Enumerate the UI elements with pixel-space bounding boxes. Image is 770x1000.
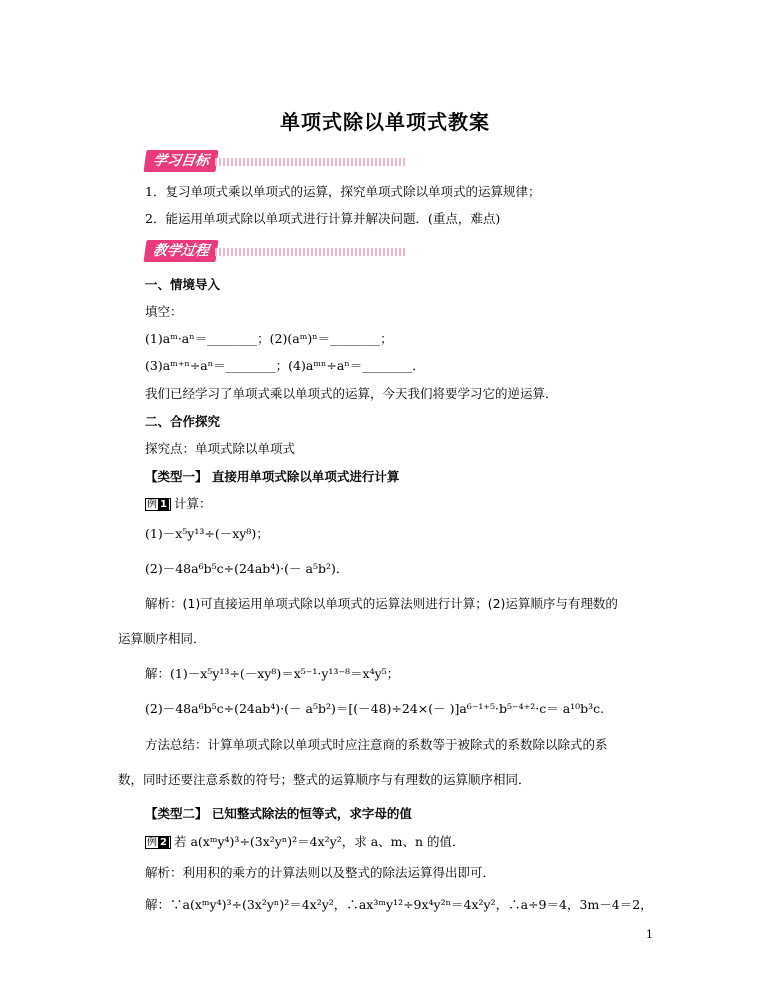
type-1-heading: 【类型一】 直接用单项式除以单项式进行计算 (145, 469, 400, 484)
section-banner-goals (143, 150, 405, 172)
example-badge: 例 2 (145, 836, 171, 849)
intro-text: 我们已经学习了单项式乘以单项式的运算，今天我们将要学习它的逆运算． (145, 386, 558, 401)
goal-1: 1．复习单项式乘以单项式的运算，探究单项式除以单项式的运算规律； (145, 184, 541, 199)
example-1-question-2: (2)－48a⁶b⁵c÷(24ab⁴)·(－ a⁵b²)． (145, 561, 349, 576)
page-title: 单项式除以单项式教案 (280, 110, 490, 134)
type-2-heading: 【类型二】 已知整式除法的恒等式，求字母的值 (145, 806, 412, 821)
analysis-1: 解析：(1)可直接运用单项式除以单项式的运算法则进行计算；(2)运算顺序与有理数的 (145, 596, 618, 611)
method-summary: 方法总结：计算单项式除以单项式时应注意商的系数等于被除式的系数除以除式的系 (145, 737, 608, 752)
example-2-prompt: 例 2 若 a(xᵐy⁴)³÷(3x²yⁿ)²＝4x²y²，求 a、m、n 的值． (147, 834, 465, 849)
analysis-2: 解析：利用积的乘方的计算法则以及整式的除法运算得出即可． (145, 865, 496, 880)
fill-line-2: (3)aᵐ⁺ⁿ÷aⁿ＝________；(4)aᵐⁿ÷aⁿ＝________． (145, 358, 425, 373)
banner-label: 学习目标 (143, 150, 218, 172)
section-heading-explore: 二、合作探究 (145, 414, 221, 429)
solution-1-part-1: 解：(1)－x⁵y¹³÷(－xy⁸)＝x⁵⁻¹·y¹³⁻⁸＝x⁴y⁵； (145, 666, 400, 681)
explore-point: 探究点：单项式除以单项式 (145, 441, 296, 456)
banner-stripe (215, 248, 405, 256)
page-number: 1 (646, 928, 653, 941)
banner-stripe (215, 158, 405, 166)
method-summary-cont: 数，同时还要注意系数的符号；整式的运算顺序与有理数的运算顺序相同． (118, 772, 531, 787)
goal-2: 2．能运用单项式除以单项式进行计算并解决问题．(重点，难点) (145, 211, 501, 226)
example-1-prompt: 例 1 计算： (147, 496, 212, 511)
analysis-1-cont: 运算顺序相同． (118, 631, 206, 646)
fill-label: 填空： (145, 304, 183, 319)
banner-label: 教学过程 (143, 240, 218, 262)
example-badge: 例 1 (145, 498, 171, 511)
example-1-question-1: (1)－x⁵y¹³÷(－xy⁸)； (145, 526, 269, 541)
section-banner-process (143, 240, 405, 262)
solution-2: 解：∵a(xᵐy⁴)³÷(3x²yⁿ)²＝4x²y²，∴ax³ᵐy¹²÷9x⁴y²ⁿ＝4x²y²，∴a÷9＝4，3m－4＝2， (145, 897, 653, 912)
solution-1-part-2: (2)－48a⁶b⁵c÷(24ab⁴)·(－ a⁵b²)＝[(－48)÷24×(－ )]a⁶⁻¹⁺⁵·b⁵⁻⁴⁺²·c＝ a¹⁰b³c. (145, 701, 605, 716)
fill-line-1: (1)aᵐ·aⁿ＝________；(2)(aᵐ)ⁿ＝________； (145, 331, 393, 346)
section-heading-intro: 一、情境导入 (145, 277, 221, 292)
